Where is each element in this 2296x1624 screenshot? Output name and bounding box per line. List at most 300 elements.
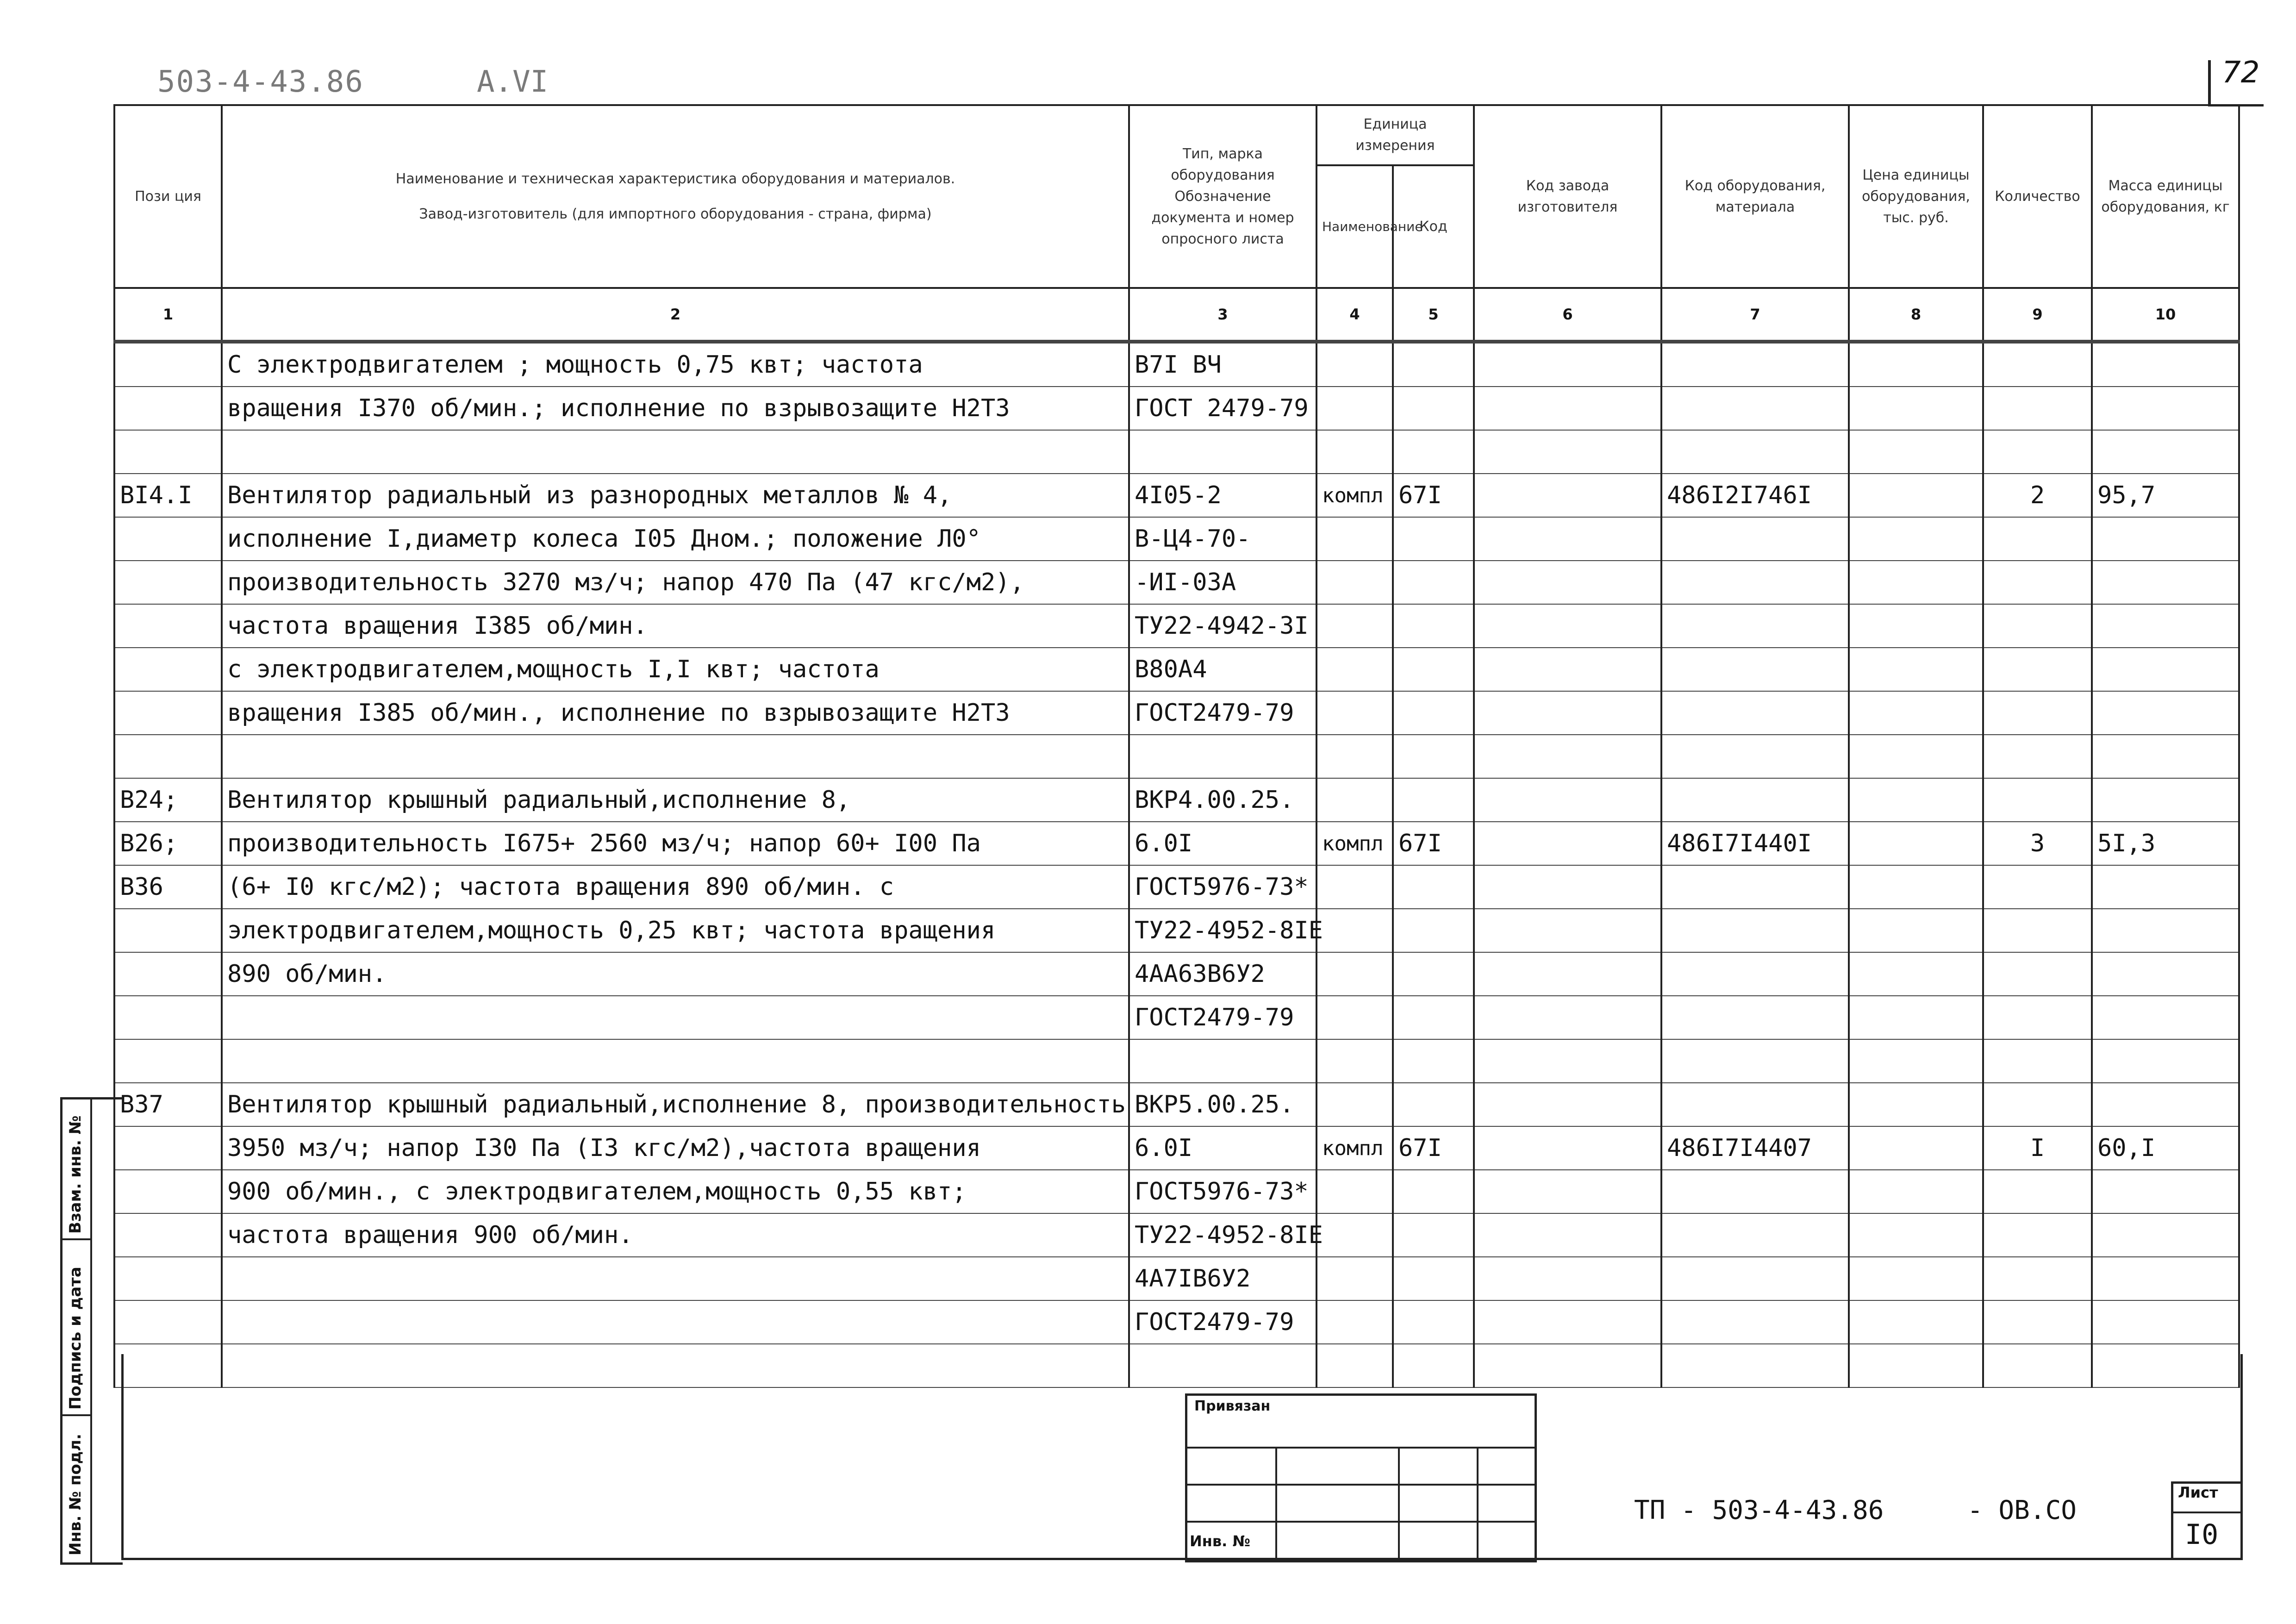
bound-label: Привязан <box>1194 1398 1271 1414</box>
cell-equipment-code <box>1661 1170 1849 1213</box>
cell-unit-code <box>1393 561 1474 604</box>
cell-mass <box>2092 909 2239 952</box>
cell-type: ГОСТ2479-79 <box>1129 691 1316 735</box>
cell-unit-code <box>1393 342 1474 387</box>
cell-unit <box>1316 342 1393 387</box>
table-row <box>114 1039 2239 1083</box>
cell-position <box>114 1039 222 1083</box>
column-number: 7 <box>1661 288 1849 342</box>
cell-mass <box>2092 430 2239 474</box>
table-row <box>114 1170 2239 1213</box>
cell-mass <box>2092 342 2239 387</box>
cell-unit <box>1316 1213 1393 1257</box>
cell-equipment-code <box>1661 342 1849 387</box>
cell-description: 900 об/мин., с электродвигателем,мощность 0,55 квт; <box>222 1170 1129 1213</box>
cell-equipment-code: 486I2I746I <box>1661 474 1849 517</box>
column-number: 2 <box>222 288 1129 342</box>
cell-price <box>1849 387 1983 430</box>
cell-mass <box>2092 691 2239 735</box>
table-row <box>114 430 2239 474</box>
cell-mass: 95,7 <box>2092 474 2239 517</box>
side-stamp-inventory: Инв. № подл. <box>66 1433 85 1555</box>
cell-description: частота вращения 900 об/мин. <box>222 1213 1129 1257</box>
binding-rule <box>1187 1484 1535 1486</box>
binding-rule <box>1398 1447 1400 1560</box>
table-row <box>114 648 2239 691</box>
cell-price <box>1849 909 1983 952</box>
cell-position <box>114 996 222 1039</box>
cell-price <box>1849 1083 1983 1126</box>
cell-description: вращения I385 об/мин., исполнение по взрывозащите Н2Т3 <box>222 691 1129 735</box>
cell-unit-code <box>1393 865 1474 909</box>
cell-description: производительность 3270 мз/ч; напор 470 Па (47 кгс/м2), <box>222 561 1129 604</box>
cell-position <box>114 342 222 387</box>
cell-quantity <box>1983 735 2092 778</box>
cell-description: Вентилятор крышный радиальный,исполнение 8, <box>222 778 1129 822</box>
cell-type: В80А4 <box>1129 648 1316 691</box>
table-row <box>114 996 2239 1039</box>
cell-position <box>114 561 222 604</box>
cell-mass <box>2092 1300 2239 1344</box>
side-stamp-cell <box>62 1238 90 1416</box>
side-stamp-cell <box>62 1414 90 1561</box>
cell-type: ГОСТ2479-79 <box>1129 1300 1316 1344</box>
cell-unit-code <box>1393 517 1474 561</box>
cell-equipment-code <box>1661 735 1849 778</box>
cell-unit-code <box>1393 387 1474 430</box>
cell-position <box>114 387 222 430</box>
cell-equipment-code <box>1661 387 1849 430</box>
cell-equipment-code <box>1661 778 1849 822</box>
cell-type: ГОСТ 2479-79 <box>1129 387 1316 430</box>
cell-mass <box>2092 561 2239 604</box>
sheet-label: Лист <box>2178 1484 2218 1501</box>
table-row <box>114 474 2239 517</box>
table-row <box>114 1213 2239 1257</box>
cell-mass <box>2092 865 2239 909</box>
cell-unit-code: 67I <box>1393 1126 1474 1170</box>
cell-unit-code: 67I <box>1393 822 1474 865</box>
table-row <box>114 604 2239 648</box>
cell-description: (6+ I0 кгс/м2); частота вращения 890 об/мин. с <box>222 865 1129 909</box>
cell-unit-code <box>1393 1300 1474 1344</box>
cell-quantity <box>1983 561 2092 604</box>
cell-unit-code <box>1393 735 1474 778</box>
cell-equipment-code <box>1661 691 1849 735</box>
table-row <box>114 387 2239 430</box>
cell-plant-code <box>1474 865 1661 909</box>
cell-mass <box>2092 1039 2239 1083</box>
cell-quantity <box>1983 909 2092 952</box>
cell-mass <box>2092 778 2239 822</box>
table-row <box>114 561 2239 604</box>
cell-price <box>1849 865 1983 909</box>
header-quantity: Количество <box>1983 105 2092 288</box>
cell-unit-code <box>1393 1257 1474 1300</box>
cell-price <box>1849 1126 1983 1170</box>
cell-plant-code <box>1474 996 1661 1039</box>
cell-equipment-code <box>1661 430 1849 474</box>
cell-plant-code <box>1474 735 1661 778</box>
document-reference-suffix: А.VI <box>477 65 549 99</box>
cell-unit <box>1316 387 1393 430</box>
column-number: 9 <box>1983 288 2092 342</box>
cell-unit <box>1316 1083 1393 1126</box>
column-number: 3 <box>1129 288 1316 342</box>
cell-unit <box>1316 1170 1393 1213</box>
cell-plant-code <box>1474 909 1661 952</box>
header-description-line1: Наименование и техническая характеристика оборудования и материалов. <box>395 170 955 187</box>
cell-plant-code <box>1474 1126 1661 1170</box>
table-row <box>114 822 2239 865</box>
cell-position <box>114 430 222 474</box>
cell-quantity <box>1983 865 2092 909</box>
cell-plant-code <box>1474 474 1661 517</box>
cell-price <box>1849 517 1983 561</box>
table-row <box>114 865 2239 909</box>
cell-unit <box>1316 561 1393 604</box>
cell-mass <box>2092 648 2239 691</box>
table-row <box>114 778 2239 822</box>
page-corner-mark <box>2208 60 2211 104</box>
cell-mass <box>2092 1213 2239 1257</box>
cell-unit-code <box>1393 648 1474 691</box>
cell-quantity <box>1983 1257 2092 1300</box>
cell-plant-code <box>1474 648 1661 691</box>
side-stamp-divider <box>90 1099 92 1562</box>
cell-type: ВКР5.00.25. <box>1129 1083 1316 1126</box>
cell-plant-code <box>1474 1300 1661 1344</box>
binding-rule <box>1187 1447 1535 1449</box>
cell-quantity <box>1983 342 2092 387</box>
cell-unit <box>1316 952 1393 996</box>
header-description <box>222 105 1129 288</box>
side-stamp-cell <box>62 1099 90 1240</box>
document-code: ТП - 503-4-43.86 <box>1634 1495 1884 1525</box>
cell-mass <box>2092 1257 2239 1300</box>
side-stamp-signature: Подпись и дата <box>66 1267 85 1410</box>
cell-position <box>114 648 222 691</box>
cell-quantity <box>1983 430 2092 474</box>
cell-type <box>1129 430 1316 474</box>
cell-quantity <box>1983 778 2092 822</box>
cell-unit <box>1316 1300 1393 1344</box>
cell-position: В24; <box>114 778 222 822</box>
cell-quantity: I <box>1983 1126 2092 1170</box>
cell-price <box>1849 1300 1983 1344</box>
table-row <box>114 735 2239 778</box>
cell-plant-code <box>1474 952 1661 996</box>
column-number-row <box>114 288 2239 342</box>
cell-type: 6.0I <box>1129 822 1316 865</box>
table-row <box>114 517 2239 561</box>
cell-type: ТУ22-4942-3I <box>1129 604 1316 648</box>
cell-plant-code <box>1474 342 1661 387</box>
cell-quantity <box>1983 604 2092 648</box>
cell-description: частота вращения I385 об/мин. <box>222 604 1129 648</box>
cell-plant-code <box>1474 691 1661 735</box>
cell-type: 4АА63В6У2 <box>1129 952 1316 996</box>
cell-description: 3950 мз/ч; напор I30 Па (I3 кгс/м2),частота вращения <box>222 1126 1129 1170</box>
cell-unit <box>1316 909 1393 952</box>
cell-description: Вентилятор радиальный из разнородных металлов № 4, <box>222 474 1129 517</box>
cell-type: 4I05-2 <box>1129 474 1316 517</box>
cell-position <box>114 604 222 648</box>
cell-unit <box>1316 604 1393 648</box>
cell-equipment-code <box>1661 952 1849 996</box>
cell-description: производительность I675+ 2560 мз/ч; напор 60+ I00 Па <box>222 822 1129 865</box>
cell-description: 890 об/мин. <box>222 952 1129 996</box>
cell-description <box>222 430 1129 474</box>
cell-mass <box>2092 604 2239 648</box>
cell-position <box>114 1126 222 1170</box>
cell-equipment-code <box>1661 1300 1849 1344</box>
header-unit: Единица измерения <box>1316 105 1474 165</box>
cell-price <box>1849 735 1983 778</box>
document-code-suffix: - ОВ.СО <box>1967 1495 2077 1525</box>
cell-position <box>114 909 222 952</box>
cell-unit <box>1316 517 1393 561</box>
cell-unit-code <box>1393 778 1474 822</box>
cell-quantity <box>1983 387 2092 430</box>
cell-equipment-code <box>1661 1257 1849 1300</box>
document-reference: 503-4-43.86 <box>157 65 364 99</box>
cell-type: ГОСТ5976-73* <box>1129 865 1316 909</box>
cell-unit-code <box>1393 909 1474 952</box>
cell-position <box>114 1257 222 1300</box>
cell-mass <box>2092 1170 2239 1213</box>
cell-plant-code <box>1474 517 1661 561</box>
cell-type: ТУ22-4952-8IЕ <box>1129 1213 1316 1257</box>
cell-plant-code <box>1474 387 1661 430</box>
cell-price <box>1849 778 1983 822</box>
cell-unit <box>1316 735 1393 778</box>
binding-rule <box>1187 1521 1535 1523</box>
page-number: 72 <box>2222 56 2260 90</box>
cell-plant-code <box>1474 604 1661 648</box>
binding-rule <box>1477 1447 1479 1560</box>
cell-equipment-code: 486I7I4407 <box>1661 1126 1849 1170</box>
cell-quantity: 3 <box>1983 822 2092 865</box>
cell-equipment-code <box>1661 604 1849 648</box>
table-row <box>114 909 2239 952</box>
cell-description: вращения I370 об/мин.; исполнение по взрывозащите Н2Т3 <box>222 387 1129 430</box>
cell-position: В36 <box>114 865 222 909</box>
side-stamp <box>60 1097 123 1565</box>
sheet-number: I0 <box>2185 1518 2219 1551</box>
cell-description: исполнение I,диаметр колеса I05 Дном.; положение Л0° <box>222 517 1129 561</box>
header-unit-name: Наименование <box>1316 165 1393 288</box>
cell-quantity <box>1983 1170 2092 1213</box>
column-number: 5 <box>1393 288 1474 342</box>
cell-position: В37 <box>114 1083 222 1126</box>
table-row <box>114 952 2239 996</box>
cell-unit-code <box>1393 952 1474 996</box>
cell-mass <box>2092 1083 2239 1126</box>
cell-price <box>1849 822 1983 865</box>
title-block-frame <box>121 1354 2243 1560</box>
cell-price <box>1849 430 1983 474</box>
cell-unit-code <box>1393 1039 1474 1083</box>
header-unit-code: Код <box>1393 165 1474 288</box>
cell-mass <box>2092 735 2239 778</box>
cell-quantity: 2 <box>1983 474 2092 517</box>
header-position: Пози ция <box>114 105 222 288</box>
binding-rule <box>1275 1447 1277 1560</box>
cell-equipment-code <box>1661 1213 1849 1257</box>
cell-position <box>114 691 222 735</box>
cell-quantity <box>1983 691 2092 735</box>
cell-type: 4А7IВ6У2 <box>1129 1257 1316 1300</box>
header-description-line2: Завод-изготовитель (для импортного оборудования - страна, фирма) <box>419 206 932 222</box>
cell-quantity <box>1983 1300 2092 1344</box>
cell-unit: компл <box>1316 822 1393 865</box>
column-number: 6 <box>1474 288 1661 342</box>
table-row <box>114 691 2239 735</box>
cell-price <box>1849 691 1983 735</box>
cell-unit-code <box>1393 1170 1474 1213</box>
cell-position <box>114 517 222 561</box>
cell-position <box>114 1213 222 1257</box>
table-row <box>114 1257 2239 1300</box>
cell-type <box>1129 1039 1316 1083</box>
header-price: Цена единицы оборудования, тыс. руб. <box>1849 105 1983 288</box>
cell-unit <box>1316 648 1393 691</box>
cell-description: Вентилятор крышный радиальный,исполнение 8, производительность <box>222 1083 1129 1126</box>
cell-unit-code: 67I <box>1393 474 1474 517</box>
cell-plant-code <box>1474 1257 1661 1300</box>
header-plant-code: Код завода изготовителя <box>1474 105 1661 288</box>
cell-type <box>1129 735 1316 778</box>
table-row <box>114 342 2239 387</box>
cell-mass <box>2092 387 2239 430</box>
cell-equipment-code <box>1661 648 1849 691</box>
cell-type: -ИI-03А <box>1129 561 1316 604</box>
cell-unit-code <box>1393 604 1474 648</box>
cell-plant-code <box>1474 1083 1661 1126</box>
cell-unit <box>1316 996 1393 1039</box>
table-row <box>114 1126 2239 1170</box>
cell-equipment-code <box>1661 1039 1849 1083</box>
cell-description <box>222 1039 1129 1083</box>
cell-plant-code <box>1474 561 1661 604</box>
cell-equipment-code <box>1661 909 1849 952</box>
header-type: Тип, марка оборудования Обозначение документа и номер опросного листа <box>1129 105 1316 288</box>
cell-quantity <box>1983 952 2092 996</box>
cell-quantity <box>1983 1213 2092 1257</box>
cell-unit: компл <box>1316 1126 1393 1170</box>
cell-price <box>1849 474 1983 517</box>
cell-type: ГОСТ5976-73* <box>1129 1170 1316 1213</box>
cell-equipment-code <box>1661 865 1849 909</box>
cell-plant-code <box>1474 822 1661 865</box>
cell-unit-code <box>1393 996 1474 1039</box>
cell-unit-code <box>1393 430 1474 474</box>
table-row <box>114 1300 2239 1344</box>
cell-unit-code <box>1393 691 1474 735</box>
cell-quantity <box>1983 1039 2092 1083</box>
cell-plant-code <box>1474 430 1661 474</box>
column-number: 8 <box>1849 288 1983 342</box>
cell-description <box>222 1257 1129 1300</box>
cell-equipment-code: 486I7I440I <box>1661 822 1849 865</box>
cell-quantity <box>1983 1083 2092 1126</box>
cell-description <box>222 1300 1129 1344</box>
cell-unit <box>1316 430 1393 474</box>
cell-price <box>1849 604 1983 648</box>
cell-price <box>1849 996 1983 1039</box>
cell-mass: 60,I <box>2092 1126 2239 1170</box>
cell-quantity <box>1983 648 2092 691</box>
cell-price <box>1849 1039 1983 1083</box>
cell-position <box>114 735 222 778</box>
header-equipment-code: Код оборудования, материала <box>1661 105 1849 288</box>
column-number: 4 <box>1316 288 1393 342</box>
cell-description <box>222 996 1129 1039</box>
column-number: 1 <box>114 288 222 342</box>
cell-quantity <box>1983 996 2092 1039</box>
cell-equipment-code <box>1661 517 1849 561</box>
cell-mass <box>2092 996 2239 1039</box>
cell-plant-code <box>1474 778 1661 822</box>
cell-unit: компл <box>1316 474 1393 517</box>
sheet-box-rule <box>2173 1512 2240 1513</box>
cell-mass <box>2092 952 2239 996</box>
cell-plant-code <box>1474 1170 1661 1213</box>
cell-position <box>114 1170 222 1213</box>
specification-table <box>113 104 2240 1388</box>
cell-type: ВКР4.00.25. <box>1129 778 1316 822</box>
cell-price <box>1849 1170 1983 1213</box>
cell-unit <box>1316 1039 1393 1083</box>
cell-price <box>1849 342 1983 387</box>
cell-unit <box>1316 691 1393 735</box>
cell-equipment-code <box>1661 996 1849 1039</box>
cell-unit-code <box>1393 1083 1474 1126</box>
cell-description: электродвигателем,мощность 0,25 квт; частота вращения <box>222 909 1129 952</box>
cell-mass: 5I,3 <box>2092 822 2239 865</box>
cell-type: 6.0I <box>1129 1126 1316 1170</box>
cell-unit-code <box>1393 1213 1474 1257</box>
cell-price <box>1849 561 1983 604</box>
cell-unit <box>1316 865 1393 909</box>
cell-position <box>114 952 222 996</box>
cell-equipment-code <box>1661 561 1849 604</box>
side-stamp-replacement: Взам. инв. № <box>66 1115 85 1234</box>
cell-type: ГОСТ2479-79 <box>1129 996 1316 1039</box>
cell-price <box>1849 1257 1983 1300</box>
cell-unit <box>1316 778 1393 822</box>
column-number: 10 <box>2092 288 2239 342</box>
cell-type: В-Ц4-70- <box>1129 517 1316 561</box>
cell-plant-code <box>1474 1039 1661 1083</box>
cell-description <box>222 735 1129 778</box>
cell-description: С электродвигателем ; мощность 0,75 квт; частота <box>222 342 1129 387</box>
cell-unit <box>1316 1257 1393 1300</box>
cell-plant-code <box>1474 1213 1661 1257</box>
cell-price <box>1849 648 1983 691</box>
cell-equipment-code <box>1661 1083 1849 1126</box>
cell-position <box>114 1300 222 1344</box>
cell-type: ТУ22-4952-8IЕ <box>1129 909 1316 952</box>
cell-description: с электродвигателем,мощность I,I квт; частота <box>222 648 1129 691</box>
cell-price <box>1849 952 1983 996</box>
header-mass: Масса единицы оборудования, кг <box>2092 105 2239 288</box>
cell-position: ВI4.I <box>114 474 222 517</box>
cell-price <box>1849 1213 1983 1257</box>
cell-type: В7I ВЧ <box>1129 342 1316 387</box>
cell-mass <box>2092 517 2239 561</box>
